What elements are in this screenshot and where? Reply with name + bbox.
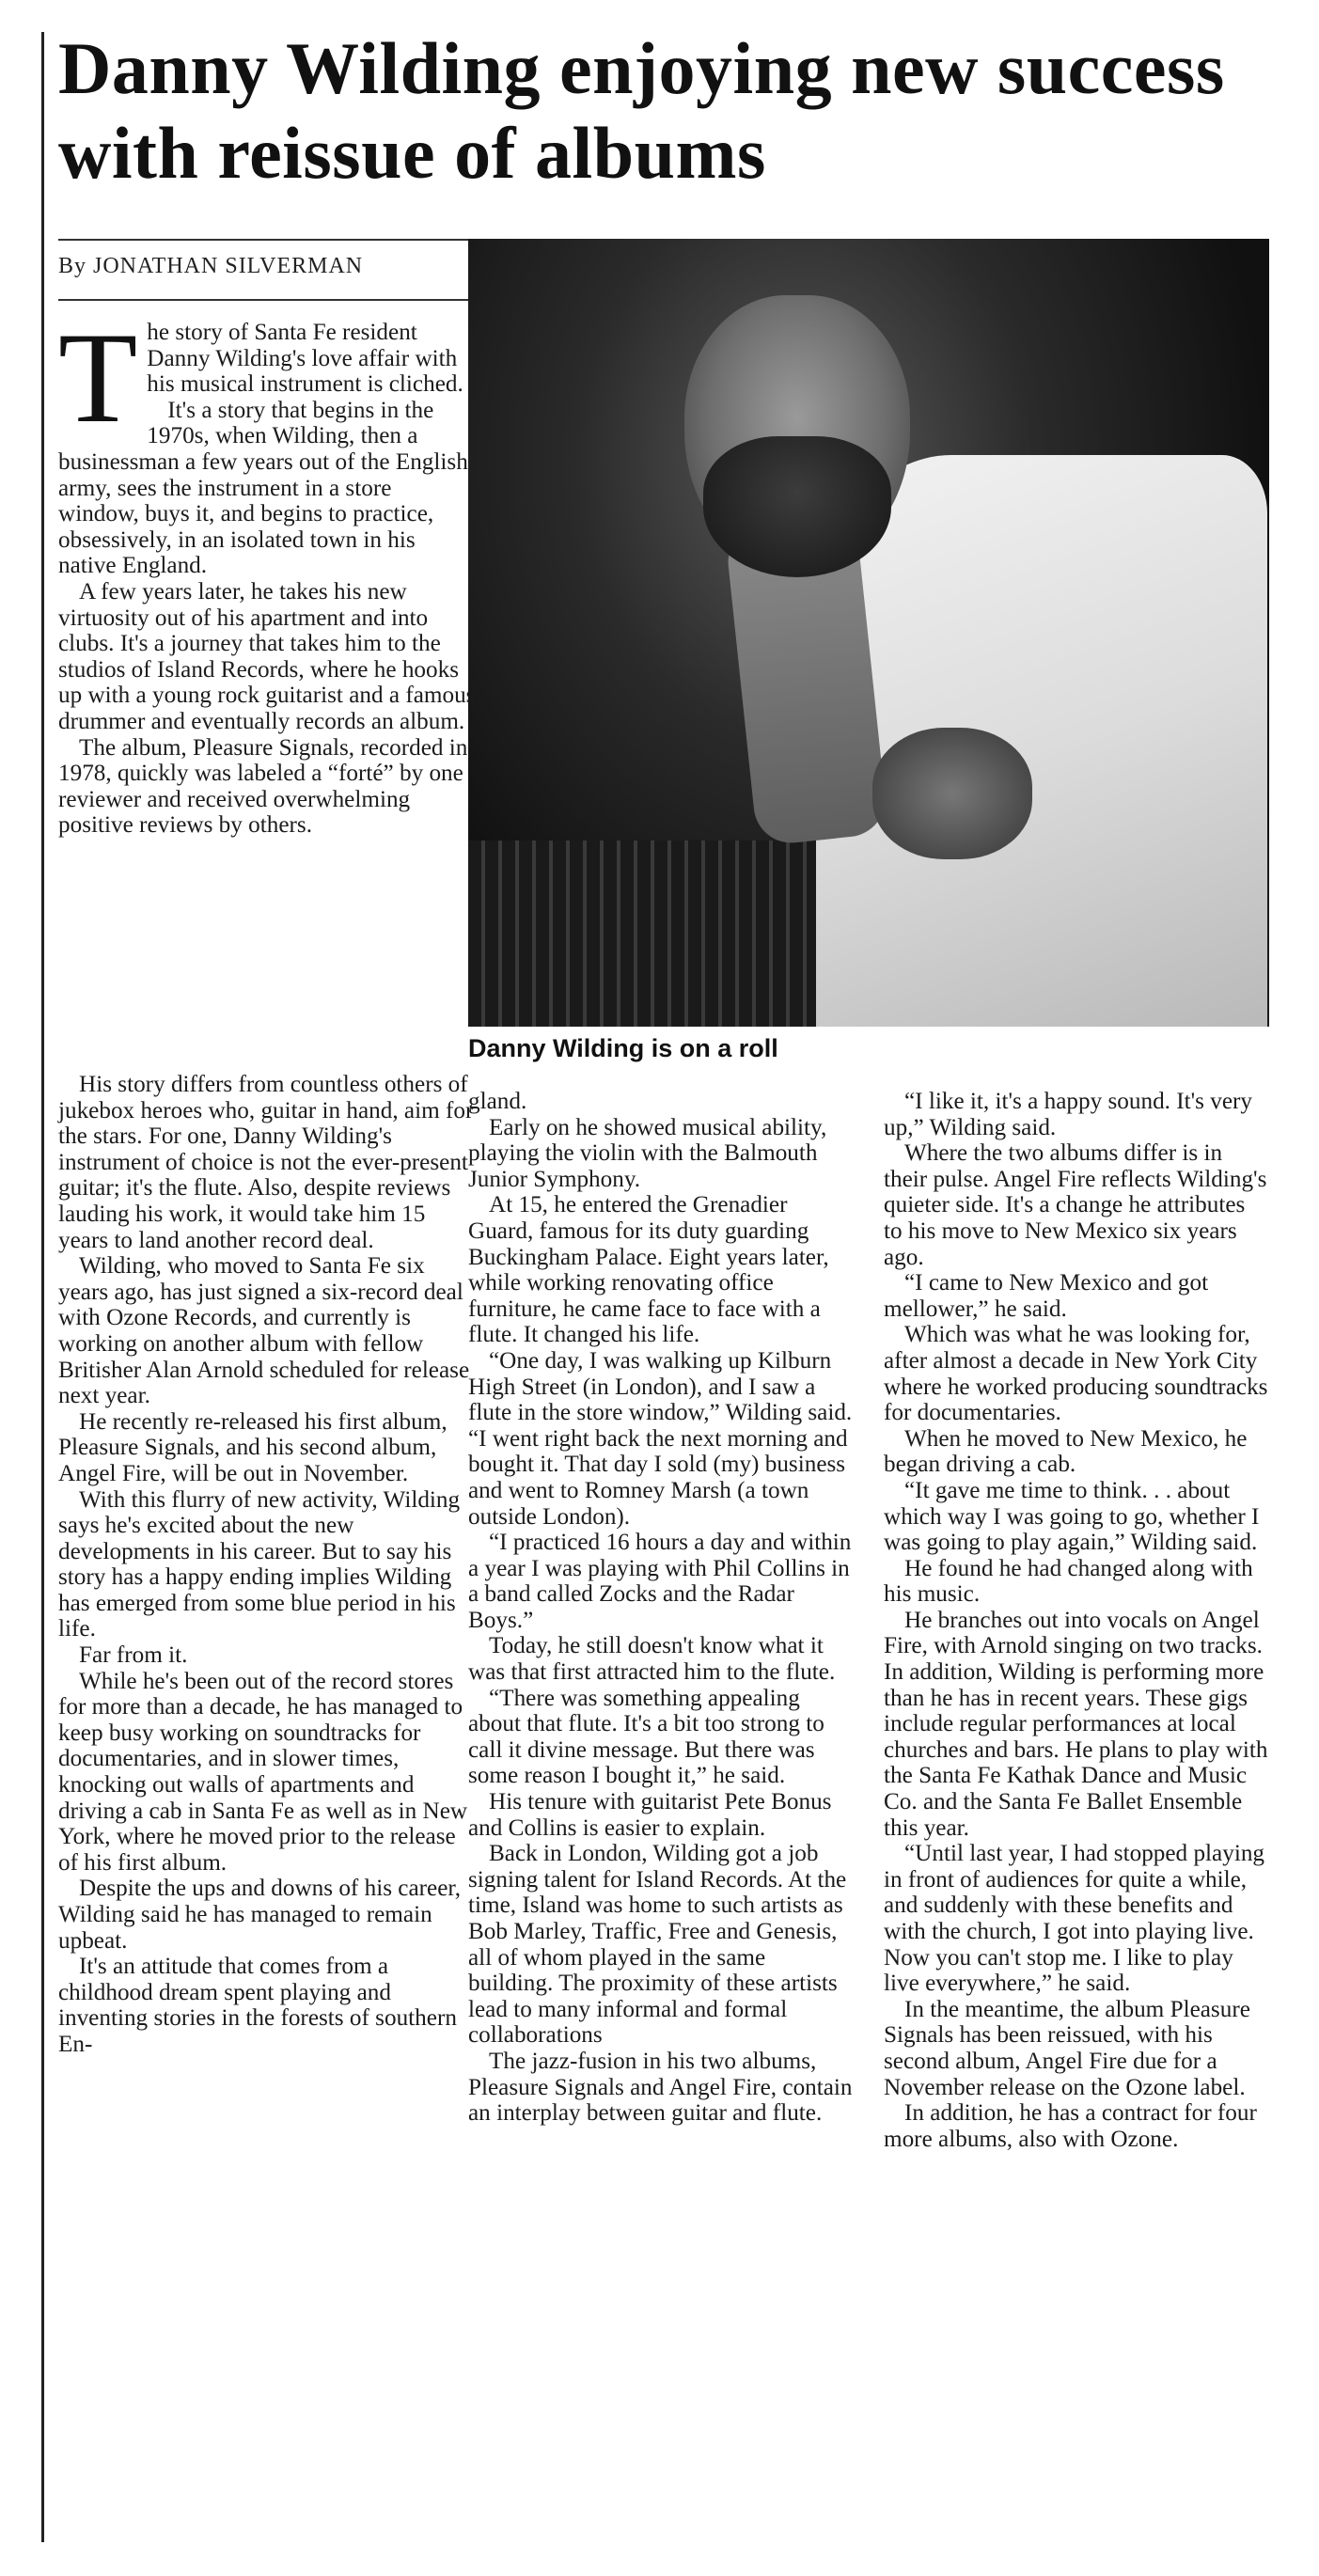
paragraph: He recently re-released his first album, Pleasure Signals, and his second album, Angel Fire, will be out in November. (58, 1408, 448, 1486)
paragraph: Back in London, Wilding got a job signing talent for Island Records. At the time, Island was home to such artists as Bob Marley, Traffic, Free and Genesis, all of whom played in the same building. The proximity of these artists lead to many informal and formal collaborations (468, 1841, 847, 2049)
paragraph: In addition, he has a contract for four more albums, also with Ozone. (884, 2100, 1257, 2152)
headline: Danny Wilding enjoying new success with reissue of albums (58, 27, 1225, 194)
paragraph: “It gave me time to think. . . about which way I was going to go, whether I was going to play again,” Wilding said. (884, 1477, 1260, 1556)
lead-paragraph (58, 306, 477, 449)
portrait-photo (468, 239, 1269, 1027)
paragraph: With this flurry of new activity, Wilding says he's excited about the new developments in his career. But to say his story has a happy ending implies Wilding has emerged from some blue period in his life. (58, 1486, 461, 1642)
photo-beard (703, 436, 891, 577)
paragraph: Wilding, who moved to Santa Fe six years ago, has just signed a six-record deal with Ozone Records, and currently is working on another album with fellow Britisher Alan Arnold scheduled for release next year. (58, 1253, 470, 1409)
lead-text: he story of Santa Fe resident Danny Wilding's love affair with his musical instrument is cliched. (147, 320, 463, 398)
paragraph: It's an attitude that comes from a childhood dream spent playing and inventing stories in the forests of southern En- (58, 1954, 457, 2057)
paragraph: He found he had changed along with his music. (884, 1555, 1253, 1608)
paragraph: “Until last year, I had stopped playing in front of audiences for quite a while, and suddenly with these benefits and with the church, I got into playing live. Now you can't stop me. I like to play live everywhere,” he said. (884, 1841, 1265, 1997)
photo-caption: Danny Wilding is on a roll (468, 1034, 778, 1062)
paragraph: His tenure with guitarist Pete Bonus and Collins is easier to explain. (468, 1789, 832, 1841)
photo-hand (872, 728, 1032, 859)
paragraph: “There was something appealing about that flute. It's a bit too strong to call it divine message. But there was some reason I bought it,” he said. (468, 1685, 824, 1789)
paragraph: Early on he showed musical ability, playing the violin with the Balmouth Junior Symphony. (468, 1114, 827, 1192)
paragraph: He branches out into vocals on Angel Fire, with Arnold singing on two tracks. In addition, Wilding is performing more than he has in recent years. These gigs include regular performances at local churches and bars. He plans to play with the Santa Fe Kathak Dance and Music Co. and the Santa Fe Ballet Ensemble this year. (884, 1607, 1268, 1841)
paragraph: Today, he still doesn't know what it was that first attracted him to the flute. (468, 1633, 836, 1686)
paragraph: Which was what he was looking for, after almost a decade in New York City where he worked producing soundtracks for documentaries. (884, 1322, 1268, 1426)
byline: By JONATHAN SILVERMAN (58, 254, 364, 278)
left-column-rule (41, 32, 44, 2542)
paragraph: While he's been out of the record stores for more than a decade, he has managed to keep busy working on soundtracks for documentaries, and in slower times, knocking out walls of apartments and driving a cab in Santa Fe as well as in New York, where he moved prior to the release of his first album. (58, 1668, 468, 1876)
paragraph: Despite the ups and downs of his career, Wilding said he has managed to remain upbeat. (58, 1876, 462, 1954)
paragraph: “I came to New Mexico and got mellower,” he said. (884, 1270, 1209, 1322)
article-column-3 (884, 1089, 1269, 2152)
paragraph: The album, Pleasure Signals, recorded in 1978, quickly was labeled a “forté” by one reviewer and received overwhelming positive reviews by others. (58, 734, 468, 839)
paragraph: A few years later, he takes his new virtuosity out of his apartment and into clubs. It's a journey that takes him to the studios of Island Records, where he hooks up with a young rock guitarist and a famous drummer and eventually records an album. (58, 578, 476, 734)
article-column-1-top (58, 306, 477, 839)
paragraph: “I practiced 16 hours a day and within a year I was playing with Phil Collins in a band called Zocks and the Radar Boys.” (468, 1530, 852, 1633)
paragraph: When he moved to New Mexico, he began driving a cab. (884, 1425, 1248, 1478)
paragraph: His story differs from countless others of jukebox heroes who, guitar in hand, aim for the stars. For one, Danny Wilding's instrument of choice is not the ever-present guitar; it's the flute. Also, despite reviews lauding his work, it would take him 15 years to land another record deal. (58, 1072, 474, 1253)
paragraph: It's a story that begins in the 1970s, when Wilding, then a businessman a few years out of the English army, sees the instrument in a store window, buys it, and begins to practice, obsessively, in an isolated town in his native England. (58, 397, 468, 579)
paragraph: In the meantime, the album Pleasure Signals has been reissued, with his second album, Angel Fire due for a November release on the Ozone label. (884, 1996, 1250, 2100)
paragraph: Where the two albums differ is in their pulse. Angel Fire reflects Wilding's quieter side. It's a change he attributes to his move to New Mexico six years ago. (884, 1140, 1267, 1270)
paragraph: Far from it. (79, 1642, 188, 1669)
paragraph: At 15, he entered the Grenadier Guard, famous for its duty guarding Buckingham Palace. Eight years later, while working renovating office furniture, he came face to face with a flute. It changed his life. (468, 1192, 829, 1348)
paragraph: “I like it, it's a happy sound. It's very up,” Wilding said. (884, 1089, 1253, 1140)
article-column-1-bottom (58, 1072, 477, 2058)
byline-rule-top (58, 239, 481, 241)
photo-shirt (816, 455, 1267, 1027)
paragraph: gland. (468, 1089, 527, 1114)
byline-rule-bottom (58, 299, 481, 301)
paragraph: The jazz-fusion in his two albums, Pleasure Signals and Angel Fire, contain an interplay between guitar and flute. (468, 2048, 853, 2127)
drop-cap: T (58, 306, 138, 449)
paragraph: “One day, I was walking up Kilburn High Street (in London), and I saw a flute in the store window,” Wilding said. “I went right back the next morning and bought it. That day I sold (my) business and went to Romney Marsh (a town outside London). (468, 1347, 853, 1530)
article-column-2 (468, 1089, 854, 2127)
